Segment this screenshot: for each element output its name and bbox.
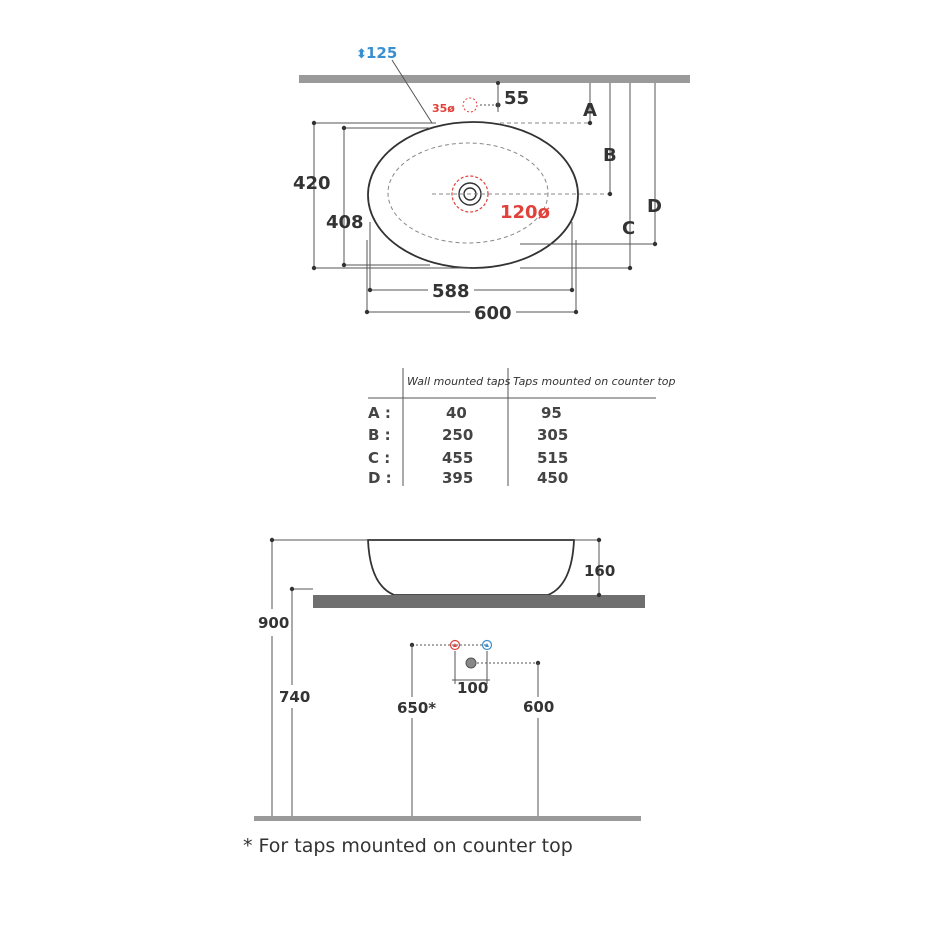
row-counter-c: 515 (537, 449, 569, 467)
row-counter-b: 305 (537, 426, 569, 444)
side-view (254, 538, 645, 821)
floor-bar (254, 816, 641, 821)
tap-height-label: 650* (397, 699, 437, 717)
wall-bar (299, 75, 690, 83)
depth-420-label: 420 (293, 173, 331, 194)
drain-height-label: 600 (523, 698, 555, 716)
drain-diameter-label: 120ø (500, 202, 550, 223)
total-height-label: 900 (258, 614, 290, 632)
label-a: A (583, 100, 597, 121)
tap-hole (463, 98, 477, 112)
dimension-table (368, 368, 676, 487)
top-view (293, 44, 690, 324)
label-d: D (647, 196, 662, 217)
up-down-arrow-icon: ⬍ (356, 47, 367, 62)
row-label-a: A : (368, 404, 391, 422)
row-label-b: B : (368, 426, 391, 444)
tap-hole-small-label: 35ø (432, 102, 455, 115)
tap-diameter-125-label: 125 (366, 44, 398, 62)
header-counter-top: Taps mounted on counter top (513, 375, 676, 388)
width-588-label: 588 (432, 281, 470, 302)
row-wall-a: 40 (446, 404, 467, 422)
row-label-d: D : (368, 469, 392, 487)
label-c: C (622, 218, 636, 239)
footnote: * For taps mounted on counter top (243, 835, 573, 857)
row-label-c: C : (368, 449, 391, 467)
row-counter-d: 450 (537, 469, 569, 487)
depth-408-label: 408 (326, 212, 364, 233)
basin-profile (368, 540, 574, 595)
row-wall-b: 250 (442, 426, 474, 444)
counter-top (313, 595, 645, 608)
basin-inner-dashed (388, 143, 548, 243)
row-counter-a: 95 (541, 404, 562, 422)
counter-height-label: 740 (279, 688, 311, 706)
row-wall-c: 455 (442, 449, 474, 467)
basin-outline (368, 122, 578, 268)
drain-connection-icon (466, 658, 476, 668)
row-wall-d: 395 (442, 469, 474, 487)
tap-spacing-label: 100 (457, 679, 489, 697)
offset-55-label: 55 (504, 88, 530, 109)
width-600-label: 600 (474, 303, 512, 324)
basin-height-label: 160 (584, 562, 616, 580)
header-wall-mounted: Wall mounted taps (407, 375, 511, 388)
label-b: B (603, 145, 617, 166)
